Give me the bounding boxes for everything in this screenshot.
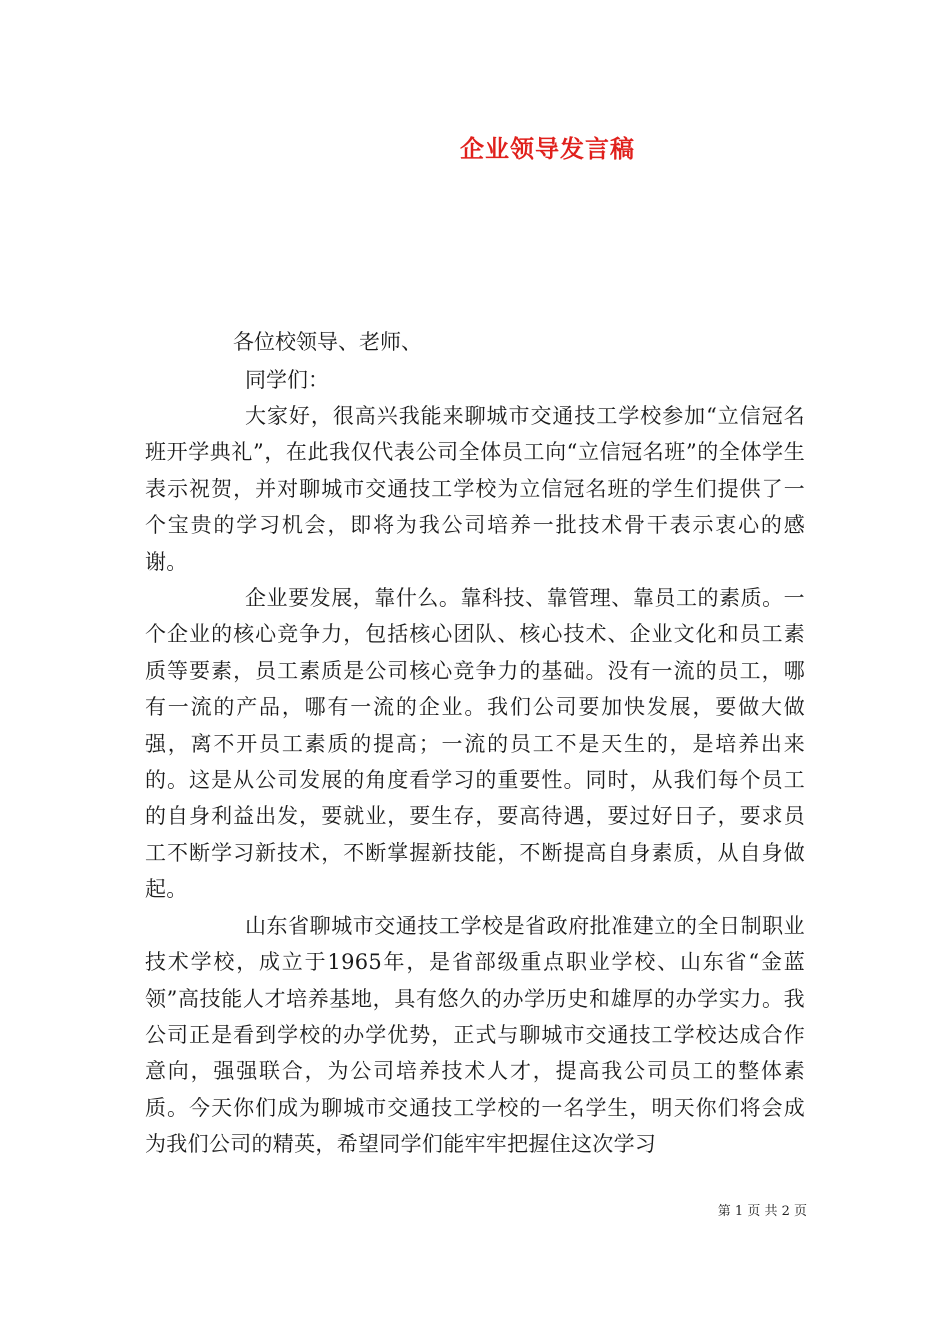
paragraph: 企业要发展，靠什么。靠科技、靠管理、靠员工的素质。一个企业的核心竞争力，包括核心团队、核心技术、企业文化和员工素质等要素，员工素质是公司核心竞争力的基础。没有一流的员工，哪有一流的产品，哪有一流的企业。我们公司要加快发展，要做大做强，离不开员工素质的提高；一流的员工不是天生的，是培养出来的。这是从公司发展的角度看学习的重要性。同时，从我们每个员工的自身利益出发，要就业，要生存，要高待遇，要过好日子，要求员工不断学习新技术，不断掌握新技能，不断提高自身素质，从自身做起。 (145, 586, 805, 902)
body-text (145, 398, 805, 1163)
salutation-line-1: 各位校领导、老师、 (233, 330, 422, 354)
paragraph: 山东省聊城市交通技工学校是省政府批准建立的全日制职业技术学校，成立于1965年，是省部级重点职业学校、山东省“金蓝领”高技能人才培养基地，具有悠久的办学历史和雄厚的办学实力。我公司正是看到学校的办学优势，正式与聊城市交通技工学校达成合作意向，强强联合，为公司培养技术人才，提高我公司员工的整体素质。今天你们成为聊城市交通技工学校的一名学生，明天你们将会成为我们公司的精英，希望同学们能牢牢把握住这次学习 (145, 913, 805, 1157)
page-number-footer: 第 1 页 共 2 页 (717, 1204, 807, 1219)
paragraph: 大家好，很高兴我能来聊城市交通技工学校参加“立信冠名班开学典礼”，在此我仅代表公司全体员工向“立信冠名班”的全体学生表示祝贺，并对聊城市交通技工学校为立信冠名班的学生们提供了一个宝贵的学习机会，即将为我公司培养一批技术骨干表示衷心的感谢。 (145, 404, 805, 574)
document-title: 企业领导发言稿 (460, 134, 635, 163)
salutation-line-2: 同学们： (245, 368, 329, 392)
